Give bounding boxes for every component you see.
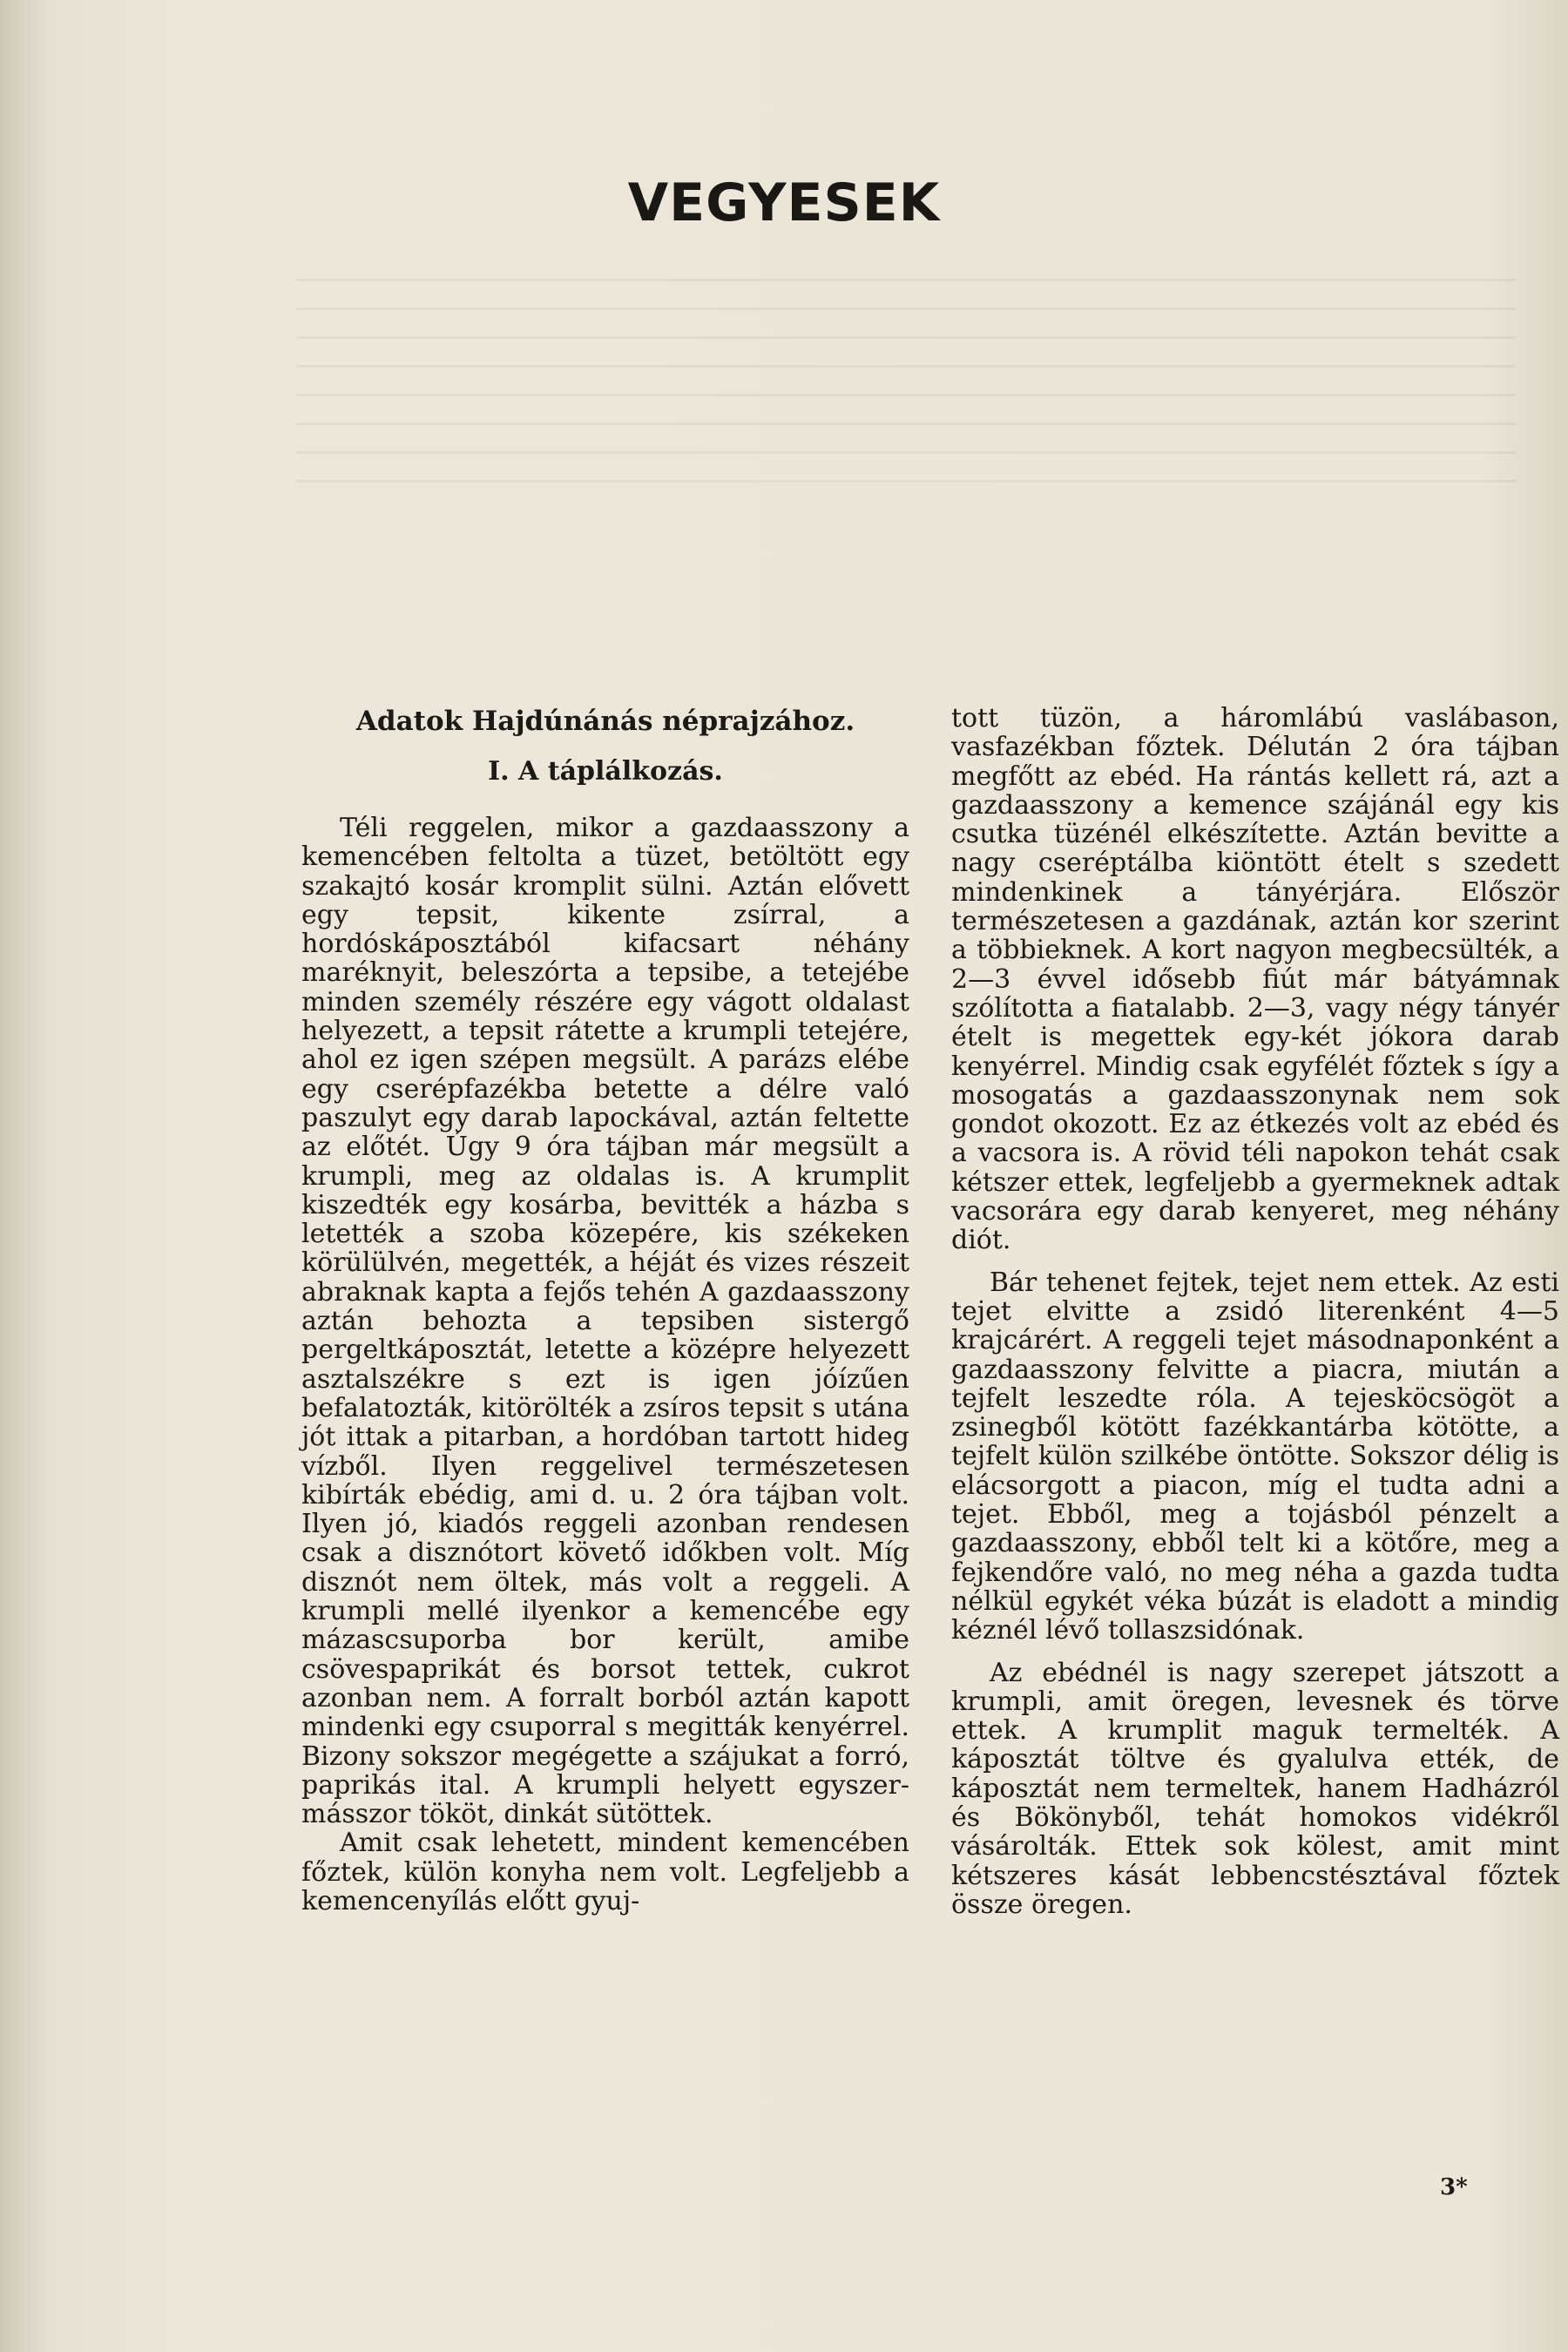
section-title: I. A táplálkozás. (488, 756, 723, 787)
paragraph: Téli reggelen, mikor a gazdaasszony a kemencében feltolta a tüzet, betöltött egy szakajtó kosár kromplit sülni. Aztán elővett egy tepsit, kikente zsírral, a hordóskáposztából kifacsart néhány maréknyit, beleszórta a tepsibe, a tetejébe minden személy részére egy vágott oldalast helyezett, a tepsit rátette a krumpli tetejére, ahol ez igen szépen megsült. A parázs elébe egy cserépfazékba betette a délre való paszulyt egy darab lapockával, aztán feltette az előtét. Úgy 9 óra tájban már megsült a krumpli, meg az oldalas is. A krumplit kiszedték egy kosárba, bevitték a házba s letették a szoba közepére, kis székeken körülülvén, megették, a héját és vizes részeit abraknak kapta a fejős tehén A gazdaasszony aztán behozta a tepsiben sistergő pergeltkáposztát, letette a középre helyezett asztalszékre s ezt is igen jóízűen befalatozták, kitörölték a zsíros tepsit s utána jót ittak a pitarban, a hordóban tartott hideg vízből. Ilyen reggelivel természetesen kibírták ebédig, ami d. u. 2 óra tájban volt. Ilyen jó, kiadós reggeli azonban rendesen csak a disznótort követő időkben volt. Míg disznót nem öltek, más volt a reggeli. A krumpli mellé ilyenkor a kemencébe egy mázascsuporba bor került, amibe csövespaprikát és borsot tettek, cukrot azonban nem. A forralt borból aztán kapott mindenki egy csuporral s megitták kenyérrel. Bizony sokszor megégette a szájukat a forró, paprikás ital. A krumpli helyett egyszer-másszor tököt, dinkát sütöttek. (301, 813, 909, 1830)
left-column (301, 704, 909, 1916)
page-number: 3* (1440, 2174, 1468, 2200)
right-column (951, 704, 1559, 1919)
paragraph: Bár tehenet fejtek, tejet nem ettek. Az esti tejet elvitte a zsidó literenként 4—5 krajcárért. A reggeli tejet másodnaponként a gazdaasszony felvitte a piacra, miután a tejfelt leszedte róla. A tejesköcsögöt a zsinegből kötött fazékkantárba kötötte, a tejfelt külön szilkébe öntötte. Sokszor délig is elácsorgott a piacon, míg el tudta adni a tejet. Ebből, meg a tojásból pénzelt a gazdaasszony, ebből telt ki a kötőre, meg a fejkendőre való, no meg néha a gazda tudta nélkül egykét véka búzát is eladott a mindig kéznél lévő tollaszsidónak. (951, 1267, 1559, 1646)
article-title: Adatok Hajdúnánás néprajzához. (355, 706, 855, 737)
show-through-texture (296, 279, 1516, 505)
paragraph: Amit csak lehetett, mindent kemencében főztek, külön konyha nem volt. Legfeljebb a kemencenyílás előtt gyuj- (301, 1828, 909, 1916)
paragraph: Az ebédnél is nagy szerepet játszott a krumpli, amit öregen, levesnek és törve ettek. A krumplit maguk termelték. A káposztát töltve és gyalulva ették, de káposztát nem termeltek, hanem Hadházról és Bökönyből, tehát homokos vidékről vásárolták. Ettek sok kölest, amit mint kétszeres kását lebbencstésztával főztek össze öregen. (951, 1657, 1559, 1920)
paragraph-continued: tott tüzön, a háromlábú vaslábason, vasfazékban főztek. Délután 2 óra tájban megfőtt az ebéd. Ha rántás kellett rá, azt a gazdaasszony a kemence szájánál egy kis csutka tüzénél elkészítette. Aztán bevitte a nagy cseréptálba kiöntött ételt s szedett mindenkinek a tányérjára. Először természetesen a gazdának, aztán kor szerint a többieknek. A kort nagyon megbecsülték, a 2—3 évvel idősebb fiút már bátyámnak szólította a fiatalabb. 2—3, vagy négy tányér ételt is megettek egy-két jókora darab kenyérrel. Mindig csak egyfélét főztek s így a mosogatás a gazdaasszonynak nem sok gondot okozott. Ez az étkezés volt az ebéd és a vacsora is. A rövid téli napokon tehát csak kétszer ettek, legfeljebb a gyermeknek adtak vacsorára egy darab kenyeret, meg néhány diót. (951, 703, 1559, 1256)
page-title: VEGYESEK (627, 172, 941, 233)
